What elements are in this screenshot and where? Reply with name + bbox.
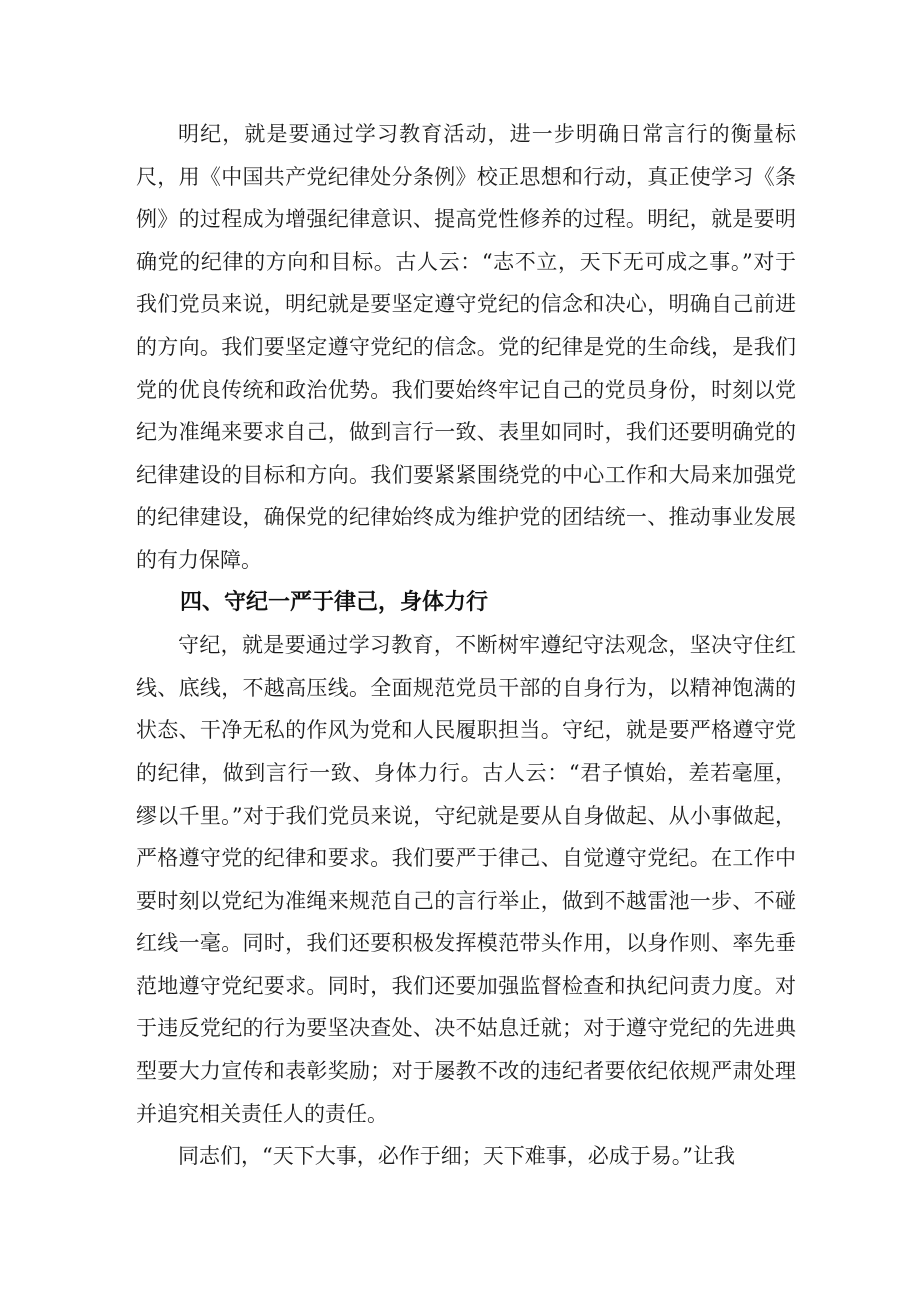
paragraph-tongzhimen: 同志们，“天下大事，必作于细；天下难事，必成于易。”让我 — [178, 1144, 735, 1169]
paragraph-shouji: 守纪，就是要通过学习教育，不断树牢遵纪守法观念，坚决守住红线、底线，不越高压线。全面规范党员干部的自身行为，以精神饱满的状态、干净无私的作风为党和人民履职担当。守纪，就是要严格遵守党的纪律，做到言行一致、身体力行。古人云：“君子慎始，差若毫厘，缪以千里。”对于我们党员来说，守纪就是要从自身做起、从小事做起，严格遵守党的纪律和要求。我们要严于律己、自觉遵守党纪。在工作中要时刻以党纪为准绳来规范自己的言行举止，做到不越雷池一步、不碰红线一毫。同时，我们还要积极发挥模范带头作用，以身作则、率先垂范地遵守党纪要求。同时，我们还要加强监督检查和执纪问责力度。对于违反党纪的行为要坚决查处、决不姑息迁就；对于遵守党纪的先进典型要大力宣传和表彰奖励；对于屡教不改的违纪者要依纪依规严肃处理并追究相关责任人的责任。 — [136, 633, 796, 1126]
document-body — [136, 113, 796, 1178]
paragraph-mingji: 明纪，就是要通过学习教育活动，进一步明确日常言行的衡量标尺，用《中国共产党纪律处分条例》校正思想和行动，真正使学习《条例》的过程成为增强纪律意识、提高党性修养的过程。明纪，就是要明确党的纪律的方向和目标。古人云：“志不立，天下无可成之事。”对于我们党员来说，明纪就是要坚定遵守党纪的信念和决心，明确自己前进的方向。我们要坚定遵守党纪的信念。党的纪律是党的生命线，是我们党的优良传统和政治优势。我们要始终牢记自己的党员身份，时刻以党纪为准绳来要求自己，做到言行一致、表里如同时，我们还要明确党的纪律建设的目标和方向。我们要紧紧围绕党的中心工作和大局来加强党的纪律建设，确保党的纪律始终成为维护党的团结统一、推动事业发展的有力保障。 — [136, 122, 796, 572]
section-heading-4: 四、守纪一严于律己，身体力行 — [180, 589, 489, 615]
